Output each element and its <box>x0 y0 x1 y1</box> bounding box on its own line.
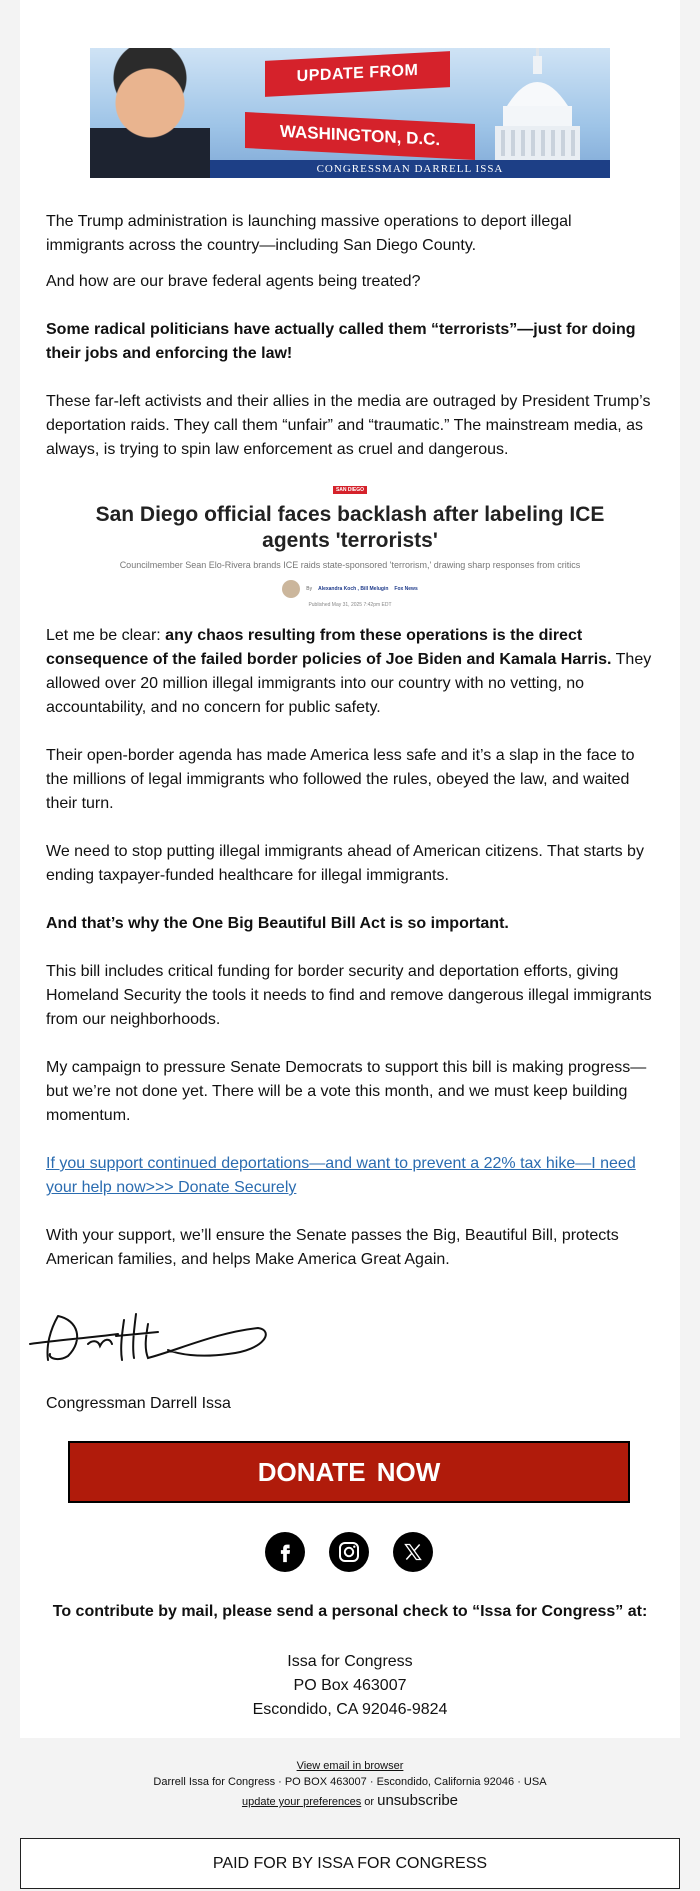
banner-line1: UPDATE FROM <box>265 51 450 97</box>
footer-or: or <box>361 1796 378 1808</box>
capitol-dome-icon <box>485 48 590 160</box>
unsubscribe-link[interactable]: unsubscribe <box>377 1792 459 1809</box>
byline-authors: Alexandra Koch , Bill Melugin <box>318 586 389 592</box>
x-icon[interactable] <box>393 1532 433 1572</box>
signature-image <box>28 1310 272 1364</box>
paid-for-disclaimer: PAID FOR BY ISSA FOR CONGRESS <box>20 1838 680 1889</box>
mail-address <box>20 1650 680 1722</box>
article-headline: San Diego official faces backlash after labeling ICE agents 'terrorists' <box>95 503 605 552</box>
banner-line2: WASHINGTON, D.C. <box>245 112 475 160</box>
paragraph-bold: Some radical politicians have actually called them “terrorists”—just for doing their jobs and enforcing the law! <box>46 321 636 362</box>
article-subhead: Councilmember Sean Elo-Rivera brands ICE raids state-sponsored 'terrorism,' drawing sharp responses from critics <box>119 560 581 570</box>
paragraph: These far-left activists and their allies in the media are outraged by President Trump’s deportation raids. They call them “unfair” and “traumatic.” The mainstream media, as always, is trying to spin law enforcement as cruel and dangerous. <box>46 393 651 458</box>
mail-line3: Escondido, CA 92046-9824 <box>252 1701 448 1718</box>
mail-line2: PO Box 463007 <box>293 1677 407 1694</box>
instagram-icon[interactable] <box>329 1532 369 1572</box>
footer-prefs-row <box>20 1792 680 1809</box>
article-published: Published May 31, 2025 7:42pm EDT <box>308 602 392 608</box>
paragraph: Their open-border agenda has made America less safe and it’s a slap in the face to the millions of legal immigrants who followed the rules, obeyed the law, and waited their turn. <box>46 747 635 812</box>
mail-line1: Issa for Congress <box>287 1653 413 1670</box>
paragraph-bold: And that’s why the One Big Beautiful Bill Act is so important. <box>46 915 509 932</box>
facebook-icon[interactable] <box>265 1532 305 1572</box>
paragraph: The Trump administration is launching massive operations to deport illegal immigrants across the country—including San Diego County. <box>46 213 572 254</box>
paragraph: And how are our brave federal agents being treated? <box>46 273 421 290</box>
donate-securely-link[interactable]: If you support continued deportations—and want to prevent a 22% tax hike—I need your help now>>> Donate Securely <box>46 1155 636 1196</box>
update-preferences-link[interactable]: update your preferences <box>241 1796 362 1808</box>
donate-link-paragraph <box>46 1152 654 1200</box>
article-tag: SAN DIEGO <box>333 486 367 494</box>
footer-address: Darrell Issa for Congress · PO BOX 463007 · Escondido, California 92046 · USA <box>153 1776 547 1788</box>
news-article-screenshot <box>70 478 630 608</box>
signoff-name: Congressman Darrell Issa <box>46 1395 231 1412</box>
view-in-browser-link[interactable]: View email in browser <box>296 1760 404 1772</box>
congressman-photo <box>90 48 210 178</box>
donate-now-button[interactable]: DONATE NOW <box>68 1441 630 1503</box>
paragraph: We need to stop putting illegal immigrants ahead of American citizens. That starts by ending taxpayer-funded healthcare for illegal immigrants. <box>46 843 644 884</box>
byline-by: By <box>306 586 313 592</box>
paragraph: This bill includes critical funding for border security and deportation efforts, giving Homeland Security the tools it needs to find and remove dangerous illegal immigrants from our neighborhoods. <box>46 963 652 1028</box>
paragraph: With your support, we’ll ensure the Senate passes the Big, Beautiful Bill, protects American families, and helps Make America Great Again. <box>46 1227 619 1268</box>
header-banner[interactable] <box>90 48 610 178</box>
byline-outlet: Fox News <box>394 586 418 592</box>
banner-footer: CONGRESSMAN DARRELL ISSA <box>210 160 610 178</box>
mail-heading: To contribute by mail, please send a personal check to “Issa for Congress” at: <box>52 1603 648 1620</box>
view-in-browser-row <box>20 1760 680 1772</box>
paragraph: My campaign to pressure Senate Democrats to support this bill is making progress—but we’re not done yet. There will be a vote this month, and we must keep building momentum. <box>46 1059 647 1124</box>
author-avatar <box>282 580 300 598</box>
paragraph: Let me be clear: any chaos resulting from these operations is the direct consequence of the failed border policies of Joe Biden and Kamala Harris. They allowed over 20 million illegal immigrants into our country with no vetting, no accountability, and no concern for public safety. <box>46 627 652 716</box>
article-byline <box>70 580 630 598</box>
